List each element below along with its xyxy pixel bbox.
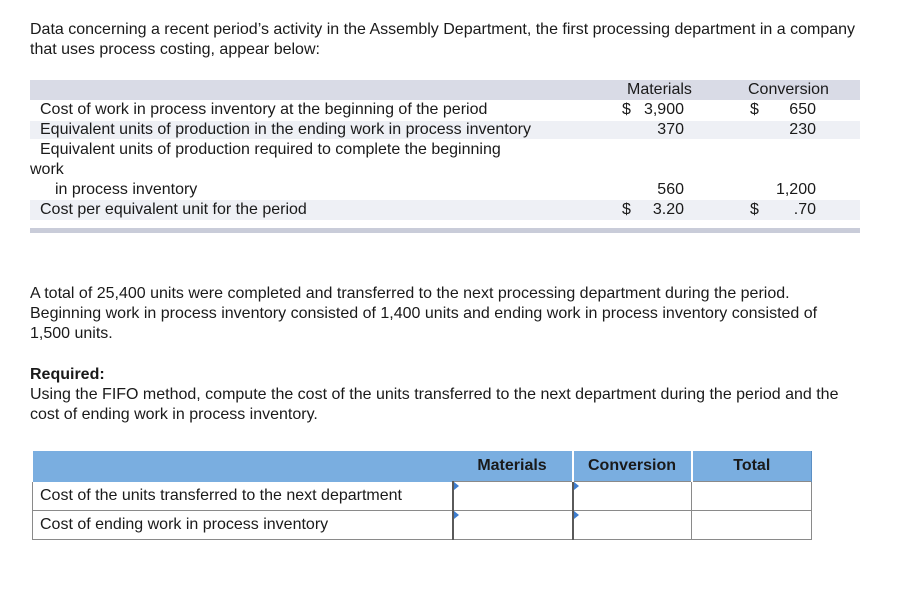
row-label-beginning-completion-line1: Equivalent units of production required to complete the beginning bbox=[40, 141, 501, 158]
row-conversion-value: 650 bbox=[789, 101, 816, 118]
transferred-total-cell bbox=[692, 482, 812, 511]
input-marker-icon bbox=[574, 482, 579, 490]
transferred-conversion-input[interactable] bbox=[574, 482, 696, 510]
answer-header-conversion: Conversion bbox=[573, 451, 692, 482]
row-conversion-value: 230 bbox=[789, 121, 816, 138]
row-materials-currency: $ bbox=[622, 101, 631, 118]
row-label-cost-per-equivalent-unit: Cost per equivalent unit for the period bbox=[40, 201, 307, 218]
conversion-column-header: Conversion bbox=[748, 81, 829, 98]
intro-paragraph: Data concerning a recent period’s activity in the Assembly Department, the first processing department in a company that uses process costing, appear below: bbox=[30, 21, 856, 58]
input-marker-icon bbox=[454, 482, 459, 490]
table-row bbox=[33, 482, 812, 511]
row-materials-value: 3,900 bbox=[643, 101, 684, 118]
answer-table bbox=[32, 451, 812, 540]
row-label-beginning-completion-line2: work bbox=[30, 161, 64, 178]
row-conversion-value: 1,200 bbox=[775, 181, 816, 198]
answer-table-corner bbox=[33, 451, 453, 482]
answer-header-total: Total bbox=[692, 451, 812, 482]
row-label-ending-wip-equiv-units: Equivalent units of production in the ending work in process inventory bbox=[40, 121, 531, 138]
ending-wip-materials-input[interactable] bbox=[454, 511, 576, 539]
answer-row-label-transferred: Cost of the units transferred to the next department bbox=[33, 482, 453, 511]
data-table bbox=[30, 80, 860, 234]
row-label-beginning-wip-cost: Cost of work in process inventory at the beginning of the period bbox=[40, 101, 488, 118]
transferred-conversion-cell[interactable] bbox=[573, 482, 692, 511]
ending-wip-materials-cell[interactable] bbox=[453, 511, 573, 540]
row-conversion-currency: $ bbox=[750, 101, 759, 118]
row-conversion-value: .70 bbox=[793, 201, 816, 218]
required-text: Using the FIFO method, compute the cost of the units transferred to the next department during the period and the cost of ending work in process inventory. bbox=[30, 386, 839, 423]
row-conversion-currency: $ bbox=[750, 201, 759, 218]
row-materials-currency: $ bbox=[622, 201, 631, 218]
ending-wip-conversion-input[interactable] bbox=[574, 511, 696, 539]
required-section bbox=[30, 365, 870, 425]
answer-header-materials: Materials bbox=[453, 451, 573, 482]
data-table-bottom-rule bbox=[30, 228, 860, 233]
transferred-materials-cell[interactable] bbox=[453, 482, 573, 511]
row-materials-value: 560 bbox=[657, 181, 684, 198]
table-row bbox=[33, 511, 812, 540]
row-materials-value: 370 bbox=[657, 121, 684, 138]
materials-column-header: Materials bbox=[627, 81, 692, 98]
answer-row-label-ending-wip: Cost of ending work in process inventory bbox=[33, 511, 453, 540]
units-summary-paragraph: A total of 25,400 units were completed and transferred to the next processing department during the period. Beginning work in process inventory consisted of 1,400 units and ending work in process inventory consisted of 1,500 units. bbox=[30, 285, 818, 342]
input-marker-icon bbox=[454, 511, 459, 519]
ending-wip-conversion-cell[interactable] bbox=[573, 511, 692, 540]
row-materials-value: 3.20 bbox=[652, 201, 684, 218]
ending-wip-total-cell bbox=[692, 511, 812, 540]
required-heading: Required: bbox=[30, 366, 105, 383]
row-label-beginning-completion-line3: in process inventory bbox=[55, 181, 198, 198]
transferred-materials-input[interactable] bbox=[454, 482, 576, 510]
input-marker-icon bbox=[574, 511, 579, 519]
data-table-header-band bbox=[30, 80, 860, 100]
